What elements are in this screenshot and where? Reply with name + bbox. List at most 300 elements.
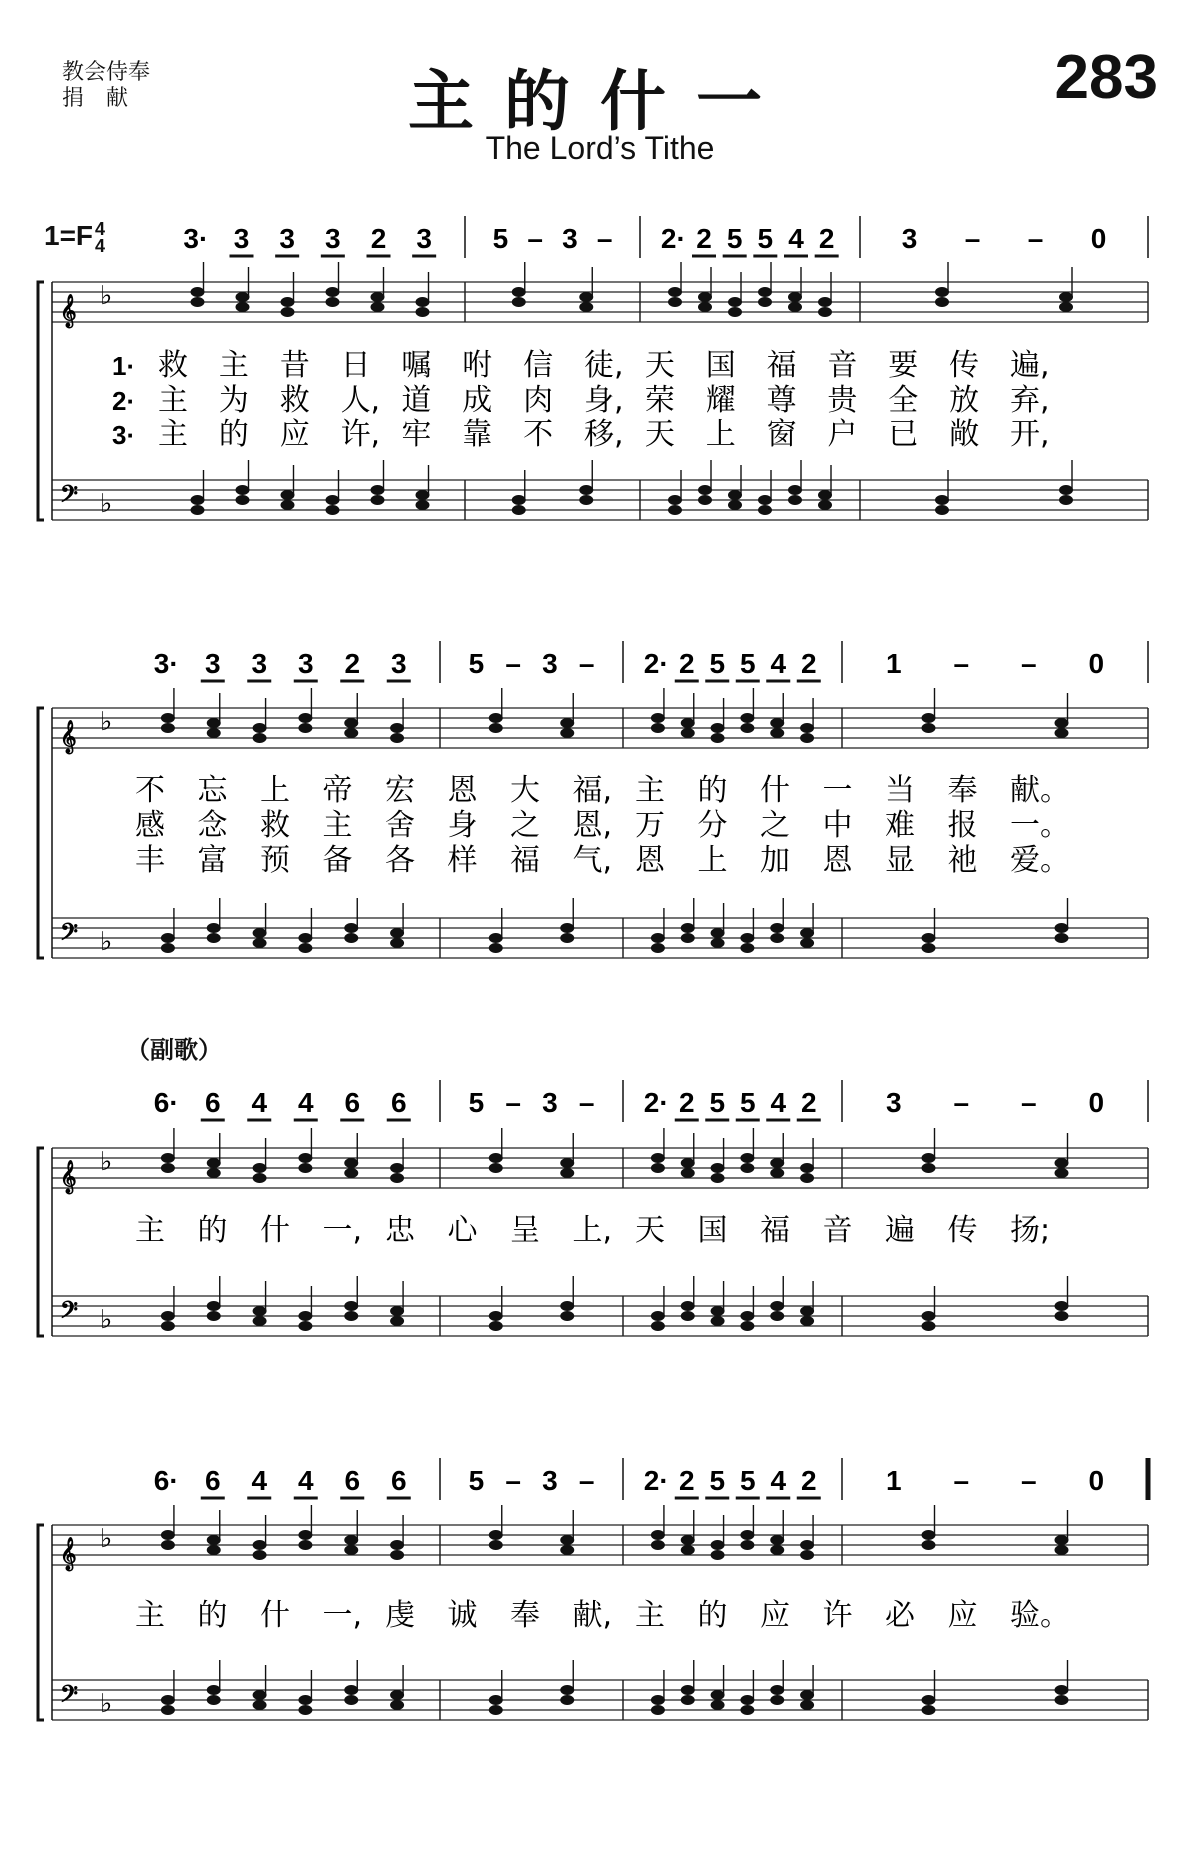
treble-staff xyxy=(52,1128,1148,1195)
notehead xyxy=(651,713,665,723)
notehead xyxy=(326,287,340,297)
lyric-syllable: 献。 xyxy=(1010,773,1070,808)
lyric-syllable: 荣 xyxy=(644,383,675,418)
jianpu-note: 2 xyxy=(370,223,387,254)
notehead xyxy=(191,297,205,307)
lyric-syllable: 国 xyxy=(705,348,736,383)
notehead xyxy=(922,1705,936,1715)
lyric-syllable: 奉 xyxy=(947,773,978,808)
jianpu-note: – xyxy=(505,1465,521,1496)
notehead xyxy=(1055,933,1069,943)
lyric-syllable: 嘱 xyxy=(401,348,432,383)
notehead xyxy=(344,1535,358,1545)
jianpu-note: 1 xyxy=(885,648,902,679)
notehead xyxy=(651,1705,665,1715)
lyric-syllable: 富 xyxy=(197,843,228,878)
bass-staff xyxy=(52,1276,1148,1336)
notehead xyxy=(161,1311,175,1321)
notehead xyxy=(758,287,772,297)
notehead xyxy=(1055,1311,1069,1321)
notehead xyxy=(770,933,784,943)
jianpu-note: 3 xyxy=(325,223,341,254)
notehead xyxy=(651,1530,665,1540)
lyric-syllable: 预 xyxy=(260,843,290,878)
notehead xyxy=(281,297,295,307)
notehead xyxy=(740,1695,754,1705)
notehead xyxy=(1055,923,1069,933)
notehead xyxy=(935,505,949,515)
notehead xyxy=(788,302,802,312)
notehead xyxy=(326,297,340,307)
notehead xyxy=(253,1690,267,1700)
notehead xyxy=(560,1158,574,1168)
notehead xyxy=(298,723,312,733)
jianpu-note: 6· xyxy=(153,1087,179,1118)
notehead xyxy=(253,723,267,733)
notehead xyxy=(207,1301,221,1311)
jianpu-note: 4 xyxy=(770,1087,787,1118)
notehead xyxy=(651,943,665,953)
notehead xyxy=(770,718,784,728)
notehead xyxy=(668,495,682,505)
lyric-syllable: 奉 xyxy=(510,1598,540,1633)
notehead xyxy=(161,1153,175,1163)
notehead xyxy=(512,297,526,307)
jianpu-note: 2· xyxy=(643,1087,669,1118)
lyric-syllable: 牢 xyxy=(401,417,432,452)
notehead xyxy=(788,495,802,505)
lyric-syllable: 爱。 xyxy=(1010,843,1070,878)
lyric-syllable: 忘 xyxy=(197,773,228,808)
lyric-syllable: 应 xyxy=(760,1598,790,1633)
notehead xyxy=(390,733,404,743)
notehead xyxy=(207,728,221,738)
lyric-syllable: 福, xyxy=(572,773,613,808)
notehead xyxy=(681,728,695,738)
notehead xyxy=(681,1168,695,1178)
notehead xyxy=(651,1540,665,1550)
notehead xyxy=(651,1153,665,1163)
jianpu-note: 4 xyxy=(297,1087,314,1118)
notehead xyxy=(800,1173,814,1183)
jianpu-note: – xyxy=(578,1465,595,1496)
notehead xyxy=(681,1695,695,1705)
lyric-syllable: 许, xyxy=(340,417,381,452)
notehead xyxy=(416,500,430,510)
jianpu-note: 2· xyxy=(660,223,686,254)
notehead xyxy=(489,1705,503,1715)
jianpu-note: 0 xyxy=(1088,1465,1105,1496)
jianpu-note: 6 xyxy=(390,1465,407,1496)
jianpu-note: 6 xyxy=(204,1087,221,1118)
lyric-syllable: 音 xyxy=(827,348,858,383)
lyric-syllable: 帝 xyxy=(322,773,353,808)
notehead xyxy=(800,928,814,938)
treble-clef-icon: 𝄞 xyxy=(60,1538,77,1569)
lyric-syllable: 主 xyxy=(135,1598,165,1633)
lyric-syllable: 丰 xyxy=(135,843,165,878)
notehead xyxy=(191,505,205,515)
lyric-syllable: 为 xyxy=(218,383,249,418)
lyric-syllable: 音 xyxy=(822,1213,853,1248)
notehead xyxy=(390,1550,404,1560)
lyric-syllable: 什 xyxy=(760,773,790,808)
notehead xyxy=(489,943,503,953)
notehead xyxy=(236,485,250,495)
lyric-syllable: 中 xyxy=(822,808,853,843)
notehead xyxy=(253,938,267,948)
notehead xyxy=(560,1311,574,1321)
notehead xyxy=(560,1695,574,1705)
lyric-syllable: 身 xyxy=(447,808,478,843)
flat-icon: ♭ xyxy=(100,489,113,519)
notehead xyxy=(344,1695,358,1705)
flat-icon: ♭ xyxy=(100,1305,113,1335)
notehead xyxy=(711,1163,725,1173)
notehead xyxy=(1059,302,1073,312)
jianpu-note: 3 xyxy=(885,1087,902,1118)
notehead xyxy=(711,1550,725,1560)
notehead xyxy=(728,500,742,510)
lyric-syllable: 敞 xyxy=(949,417,980,452)
lyric-syllable: 舍 xyxy=(385,808,415,843)
bass-staff xyxy=(52,898,1148,958)
lyric-syllable: 献, xyxy=(572,1598,613,1633)
lyric-syllable: 一, xyxy=(322,1213,363,1248)
jianpu-note: 5 xyxy=(709,1087,726,1118)
notehead xyxy=(800,1163,814,1173)
notehead xyxy=(651,723,665,733)
notehead xyxy=(344,1158,358,1168)
notehead xyxy=(681,1545,695,1555)
notehead xyxy=(579,485,593,495)
notehead xyxy=(512,505,526,515)
jianpu-note: 6 xyxy=(344,1087,361,1118)
notehead xyxy=(728,490,742,500)
notehead xyxy=(344,1545,358,1555)
chorus-label: （副歌） xyxy=(126,1036,222,1064)
notehead xyxy=(298,1163,312,1173)
lyric-syllable: 感 xyxy=(135,808,165,843)
hymn-number: 283 xyxy=(1054,43,1158,112)
notehead xyxy=(253,1700,267,1710)
notehead xyxy=(161,1695,175,1705)
jianpu-note: 0 xyxy=(1090,223,1107,254)
notehead xyxy=(489,933,503,943)
lyric-syllable: 主 xyxy=(635,1598,665,1633)
notehead xyxy=(1059,495,1073,505)
lyric-syllable: 加 xyxy=(760,843,790,878)
lyric-syllable: 传 xyxy=(947,1213,978,1248)
notehead xyxy=(489,1163,503,1173)
notehead xyxy=(740,723,754,733)
bass-clef-icon: 𝄢 xyxy=(60,919,79,950)
notehead xyxy=(740,1163,754,1173)
lyric-syllable: 诚 xyxy=(447,1598,478,1633)
notehead xyxy=(711,733,725,743)
notehead xyxy=(560,1685,574,1695)
flat-icon: ♭ xyxy=(100,1147,113,1177)
system-bracket xyxy=(38,1148,44,1336)
jianpu-note: 3· xyxy=(153,648,179,679)
jianpu-note: – xyxy=(596,223,613,254)
jianpu-note: 6· xyxy=(153,1465,179,1496)
bass-staff xyxy=(52,460,1148,520)
lyric-syllable: 主 xyxy=(135,1213,165,1248)
notehead xyxy=(281,490,295,500)
lyric-syllable: 心 xyxy=(447,1213,478,1248)
lyric-syllable: 窗 xyxy=(766,417,797,452)
notehead xyxy=(161,713,175,723)
notehead xyxy=(298,1540,312,1550)
notehead xyxy=(740,1311,754,1321)
notehead xyxy=(770,1311,784,1321)
notehead xyxy=(681,923,695,933)
notehead xyxy=(371,495,385,505)
lyric-syllable: 救 xyxy=(260,808,290,843)
notehead xyxy=(390,1700,404,1710)
notehead xyxy=(371,302,385,312)
jianpu-note: 2 xyxy=(818,223,835,254)
jianpu-note: – xyxy=(505,648,521,679)
notehead xyxy=(770,923,784,933)
notehead xyxy=(711,928,725,938)
notehead xyxy=(489,1695,503,1705)
lyric-syllable: 上 xyxy=(697,843,728,878)
notehead xyxy=(207,1311,221,1321)
notehead xyxy=(298,1153,312,1163)
lyric-syllable: 显 xyxy=(885,843,915,878)
notehead xyxy=(711,1540,725,1550)
notehead xyxy=(579,495,593,505)
notehead xyxy=(579,292,593,302)
jianpu-note: – xyxy=(578,648,595,679)
lyric-syllable: 应 xyxy=(279,417,310,452)
notehead xyxy=(935,287,949,297)
jianpu-note: 4 xyxy=(251,1465,268,1496)
jianpu-note: 0 xyxy=(1088,648,1105,679)
notehead xyxy=(390,1540,404,1550)
jianpu-note: 6 xyxy=(204,1465,221,1496)
jianpu-note: 5 xyxy=(726,223,743,254)
notehead xyxy=(236,495,250,505)
jianpu-note: – xyxy=(953,648,970,679)
jianpu-note: 3 xyxy=(251,648,268,679)
notehead xyxy=(818,297,832,307)
notehead xyxy=(1055,1158,1069,1168)
lyric-syllable: 扬; xyxy=(1010,1213,1051,1248)
notehead xyxy=(489,1153,503,1163)
notehead xyxy=(253,1540,267,1550)
notehead xyxy=(236,302,250,312)
notehead xyxy=(1055,1545,1069,1555)
notehead xyxy=(800,1540,814,1550)
notehead xyxy=(698,485,712,495)
notehead xyxy=(922,713,936,723)
jianpu-note: 3 xyxy=(233,223,250,254)
notehead xyxy=(390,938,404,948)
notehead xyxy=(253,1316,267,1326)
notehead xyxy=(344,718,358,728)
notehead xyxy=(253,1550,267,1560)
notehead xyxy=(207,1158,221,1168)
lyric-syllable: 救 xyxy=(158,348,188,383)
flat-icon: ♭ xyxy=(100,1689,113,1719)
notehead xyxy=(788,485,802,495)
jianpu-note: 3 xyxy=(542,648,558,679)
notehead xyxy=(770,1535,784,1545)
notehead xyxy=(740,1540,754,1550)
lyric-syllable: 应 xyxy=(947,1598,978,1633)
notehead xyxy=(728,307,742,317)
lyric-syllable: 之 xyxy=(760,808,790,843)
lyric-syllable: 昔 xyxy=(279,348,310,383)
bass-clef-icon: 𝄢 xyxy=(60,1297,79,1328)
jianpu-note: – xyxy=(578,1087,595,1118)
notehead xyxy=(489,723,503,733)
jianpu-note: 5 xyxy=(739,648,756,679)
notehead xyxy=(711,938,725,948)
jianpu-note: 2 xyxy=(678,1087,695,1118)
treble-clef-icon: 𝄞 xyxy=(60,721,77,752)
lyric-syllable: 必 xyxy=(885,1598,915,1633)
lyric-syllable: 一, xyxy=(322,1598,363,1633)
notehead xyxy=(770,1168,784,1178)
notehead xyxy=(298,933,312,943)
notehead xyxy=(390,1306,404,1316)
jianpu-note: – xyxy=(1020,648,1037,679)
treble-staff xyxy=(52,1505,1148,1572)
jianpu-note: 2· xyxy=(643,648,669,679)
flat-icon: ♭ xyxy=(100,707,113,737)
treble-staff xyxy=(52,688,1148,755)
notehead xyxy=(161,943,175,953)
notehead xyxy=(560,1535,574,1545)
jianpu-note: 3 xyxy=(901,223,918,254)
lyric-syllable: 主 xyxy=(322,808,353,843)
jianpu-note: – xyxy=(953,1087,970,1118)
lyric-syllable: 的 xyxy=(218,417,249,452)
notehead xyxy=(922,1540,936,1550)
lyric-syllable: 恩 xyxy=(447,773,478,808)
notehead xyxy=(818,500,832,510)
notehead xyxy=(681,1158,695,1168)
lyric-syllable: 虔 xyxy=(385,1598,415,1633)
notehead xyxy=(253,1173,267,1183)
notehead xyxy=(800,1306,814,1316)
notehead xyxy=(390,1690,404,1700)
notehead xyxy=(161,1540,175,1550)
notehead xyxy=(298,943,312,953)
lyric-syllable: 天 xyxy=(635,1213,665,1248)
notehead xyxy=(770,1685,784,1695)
notehead xyxy=(344,728,358,738)
jianpu-note: 2 xyxy=(800,1465,817,1496)
lyric-syllable: 许 xyxy=(822,1598,853,1633)
notehead xyxy=(161,1530,175,1540)
category-line-1: 教会侍奉 xyxy=(62,60,151,85)
jianpu-note: 0 xyxy=(1088,1087,1105,1118)
notehead xyxy=(1055,1168,1069,1178)
notehead xyxy=(1055,1695,1069,1705)
jianpu-note: – xyxy=(1020,1087,1037,1118)
notehead xyxy=(207,923,221,933)
lyric-syllable: 大 xyxy=(510,773,540,808)
notehead xyxy=(668,287,682,297)
jianpu-note: 3 xyxy=(562,223,578,254)
lyric-syllable: 天 xyxy=(644,348,675,383)
lyric-syllable: 移, xyxy=(584,417,624,452)
lyric-syllable: 不 xyxy=(135,773,165,808)
lyric-syllable: 道 xyxy=(401,383,432,418)
lyric-syllable: 备 xyxy=(322,843,353,878)
jianpu-note: 5 xyxy=(468,1087,485,1118)
lyric-syllable: 什 xyxy=(260,1213,290,1248)
lyric-syllable: 之 xyxy=(510,808,540,843)
time-bottom: 4 xyxy=(95,235,106,256)
notehead xyxy=(770,1301,784,1311)
notehead xyxy=(191,495,205,505)
notehead xyxy=(788,292,802,302)
notehead xyxy=(711,723,725,733)
notehead xyxy=(935,495,949,505)
notehead xyxy=(344,923,358,933)
notehead xyxy=(758,495,772,505)
jianpu-note: 3 xyxy=(390,648,407,679)
lyric-syllable: 各 xyxy=(385,843,415,878)
jianpu-note: 5 xyxy=(709,648,726,679)
notehead xyxy=(1059,485,1073,495)
system-4 xyxy=(38,1458,1148,1720)
lyric-syllable: 身, xyxy=(584,383,624,418)
notehead xyxy=(281,307,295,317)
notehead xyxy=(416,307,430,317)
jianpu-note: – xyxy=(1020,1465,1037,1496)
notehead xyxy=(390,928,404,938)
notehead xyxy=(922,943,936,953)
notehead xyxy=(416,490,430,500)
notehead xyxy=(298,713,312,723)
notehead xyxy=(512,495,526,505)
notehead xyxy=(207,1695,221,1705)
notehead xyxy=(298,1321,312,1331)
system-2 xyxy=(38,641,1148,958)
notehead xyxy=(922,1163,936,1173)
notehead xyxy=(489,1530,503,1540)
lyric-syllable: 验。 xyxy=(1010,1598,1070,1633)
notehead xyxy=(740,1705,754,1715)
lyric-syllable: 救 xyxy=(279,383,310,418)
notehead xyxy=(253,733,267,743)
lyric-syllable: 恩 xyxy=(822,843,853,878)
notehead xyxy=(922,723,936,733)
lyric-syllable: 放 xyxy=(949,383,980,418)
notehead xyxy=(207,718,221,728)
lyric-syllable: 福 xyxy=(510,843,540,878)
lyric-syllable: 肉 xyxy=(523,383,554,418)
notehead xyxy=(651,933,665,943)
lyric-syllable: 万 xyxy=(635,808,665,843)
lyric-syllable: 上 xyxy=(260,773,290,808)
lyric-syllable: 的 xyxy=(197,1213,228,1248)
notehead xyxy=(681,718,695,728)
notehead xyxy=(207,1535,221,1545)
jianpu-note: 5 xyxy=(492,223,509,254)
notehead xyxy=(390,723,404,733)
notehead xyxy=(818,307,832,317)
notehead xyxy=(800,1550,814,1560)
notehead xyxy=(161,933,175,943)
